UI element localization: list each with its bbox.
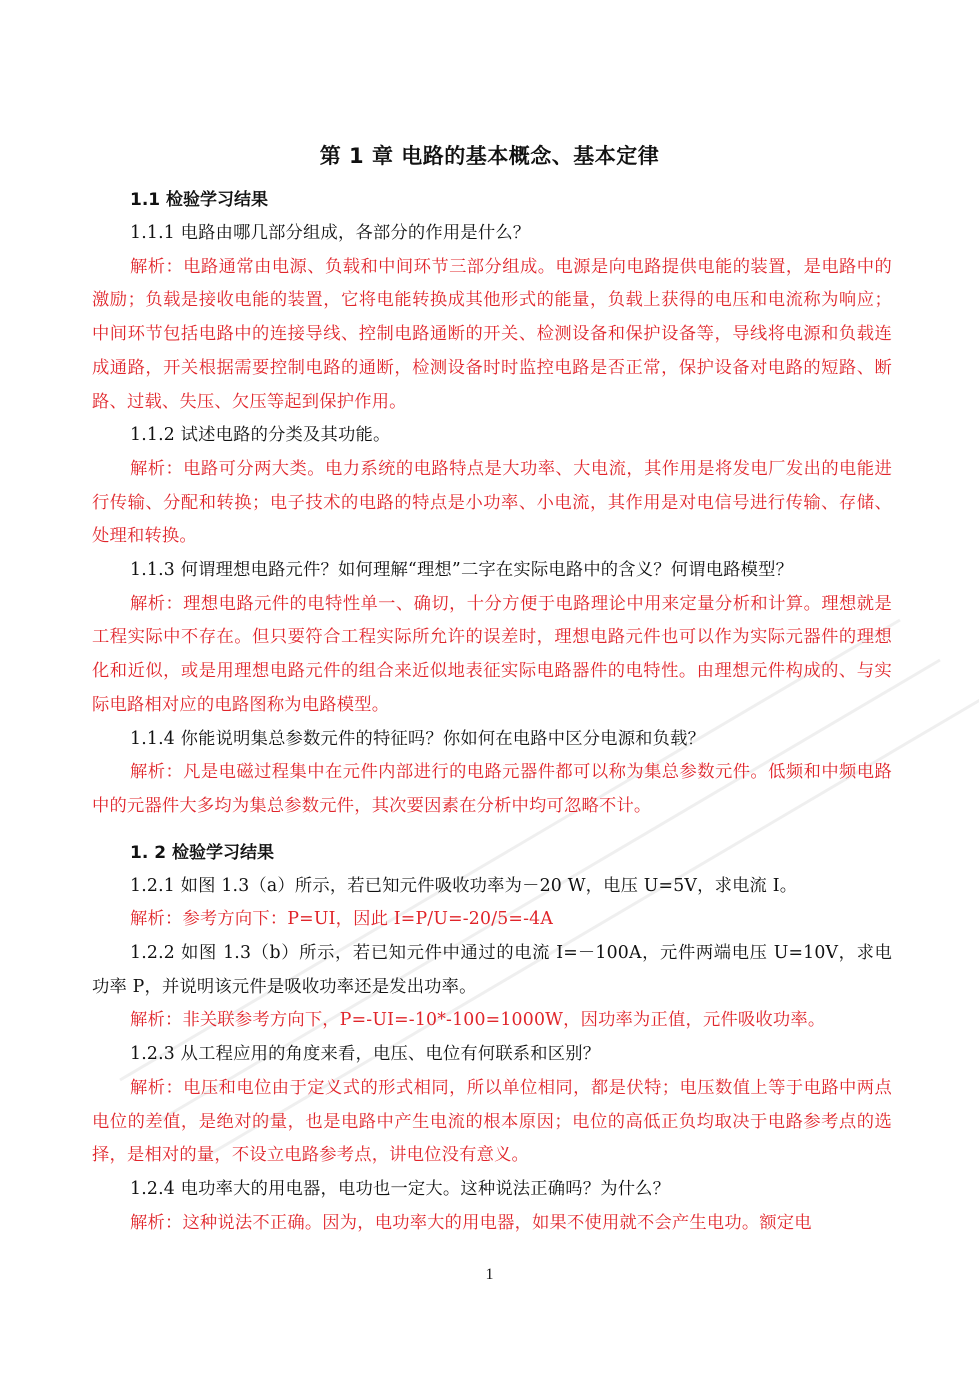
answer: 解析：参考方向下：P=UI，因此 I=P/U=-20/5=-4A [130,909,554,930]
answer: 解析：理想电路元件的电特性单一、确切，十分方便于电路理论中用来定量分析和计算。理想就是工程实际中不存在。但只要符合工程实际所允许的误差时，理想电路元件也可以作为实际元器件的理想化和近似，或是用理想电路元件的组合来近似地表征实际电路器件的电特性。由理想元件构成的、与实际电路相对应的电路图称为电路模型。 [92,593,892,715]
question: 1.1.3 何谓理想电路元件？如何理解“理想”二字在实际电路中的含义？何谓电路模型？ [130,560,794,581]
section-heading: 1.1 检验学习结果 [130,190,269,210]
question: 1.2.3 从工程应用的角度来看，电压、电位有何联系和区别？ [130,1044,601,1065]
chapter-title: 第 1 章 电路的基本概念、基本定律 [319,144,660,168]
section-heading: 1. 2 检验学习结果 [130,842,274,863]
question: 1.1.4 你能说明集总参数元件的特征吗？你如何在电路中区分电源和负载？ [130,728,706,749]
answer: 解析：电路可分两大类。电力系统的电路特点是大功率、大电流，其作用是将发电厂发出的电能进行传输、分配和转换；电子技术的电路的特点是小功率、小电流，其作用是对电信号进行传输、存储、处理和转换。 [92,458,892,547]
answer: 解析：电路通常由电源、负载和中间环节三部分组成。电源是向电路提供电能的装置，是电路中的激励；负载是接收电能的装置，它将电能转换成其他形式的能量，负载上获得的电压和电流称为响应；中间环节包括电路中的连接导线、控制电路通断的开关、检测设备和保护设备等，导线将电源和负载连成通路，开关根据需要控制电路的通断，检测设备时时监控电路是否正常，保护设备对电路的短路、断路、过载、失压、欠压等起到保护作用。 [92,256,892,412]
question: 1.1.2 试述电路的分类及其功能。 [130,425,391,446]
question: 1.1.1 电路由哪几部分组成，各部分的作用是什么？ [130,223,531,243]
page-content [92,183,892,1240]
question: 1.2.1 如图 1.3（a）所示，若已知元件吸收功率为－20 W，电压 U=5V，求电流 I。 [130,875,798,896]
question: 1.2.2 如图 1.3（b）所示，若已知元件中通过的电流 I=－100A，元件两端电压 U=10V，求电功率 P，并说明该元件是吸收功率还是发出功率。 [92,943,892,997]
answer: 解析：这种说法不正确。因为，电功率大的用电器，如果不使用就不会产生电功。额定电 [130,1212,812,1233]
answer: 解析：凡是电磁过程集中在元件内部进行的电路元器件都可以称为集总参数元件。低频和中频电路中的元器件大多均为集总参数元件，其次要因素在分析中均可忽略不计。 [92,762,892,816]
page-number: 1 [485,1266,494,1283]
answer: 解析：电压和电位由于定义式的形式相同，所以单位相同，都是伏特；电压数值上等于电路中两点电位的差值，是绝对的量，也是电路中产生电流的根本原因；电位的高低正负均取决于电路参考点的选择，是相对的量，不设立电路参考点，讲电位没有意义。 [92,1077,892,1166]
answer: 解析：非关联参考方向下，P=-UI=-10*-100=1000W，因功率为正值，元件吸收功率。 [130,1010,826,1031]
question: 1.2.4 电功率大的用电器，电功也一定大。这种说法正确吗？为什么？ [130,1178,671,1199]
